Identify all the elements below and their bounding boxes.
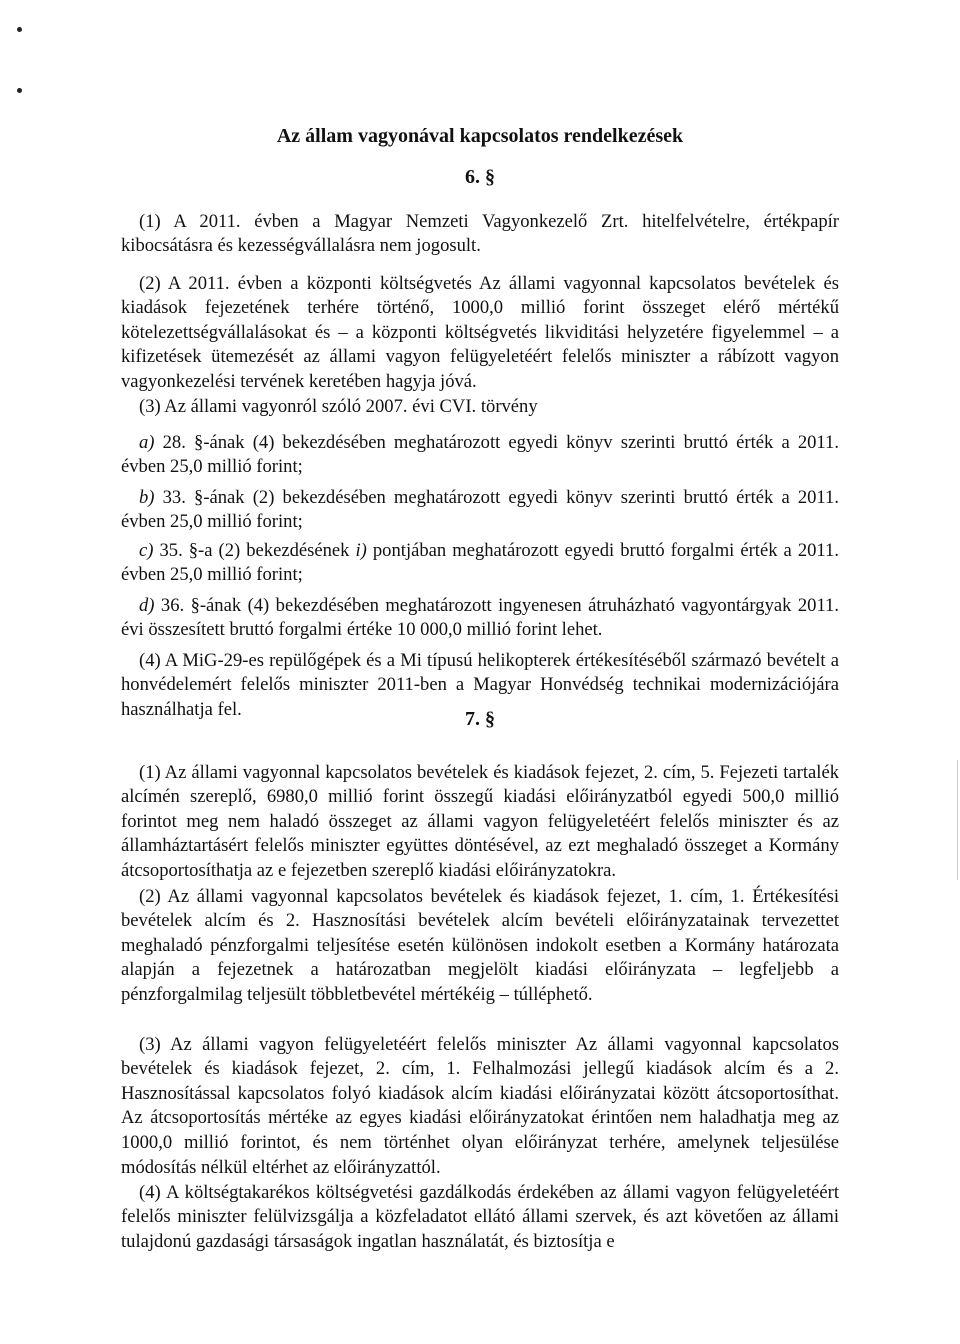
- section-7-paragraph-1: (1) Az állami vagyonnal kapcsolatos bevételek és kiadások fejezet, 2. cím, 5. Fejezeti tartalék alcímén szereplő, 6980,0 millió forint összegű kiadási előirányzatból egyedi 500,0 millió forintot meg nem haladó összeget az állami vagyon felügyeletéért felelős miniszter és az államháztartásért felelős miniszter együttes döntésével, az ezt meghaladó összeget a Kormány átcsoportosíthatja az e fejezetben szereplő kiadási előirányzatokra.: [121, 761, 839, 881]
- section-6-paragraph-2: (2) A 2011. évben a központi költségvetés Az állami vagyonnal kapcsolatos bevételek és kiadások fejezetének terhére történő, 1000,0 millió forint összeget elérő mértékű kötelezettségvállalásokat és – a központi költségvetés likviditási helyzetére figyelemmel – a kifizetések ütemezését az állami vagyon felügyeletéért felelős miniszter a rábízott vagyon vagyonkezelési tervének keretében hagyja jóvá.: [121, 272, 839, 392]
- section-7-paragraph-3: (3) Az állami vagyon felügyeletéért felelős miniszter Az állami vagyonnal kapcsolatos bevételek és kiadások fejezet, 2. cím, 1. Felhalmozási jellegű kiadások alcím és a 2. Hasznosítással kapcsolatos folyó kiadások alcím kiadási előirányzatai között átcsoportosíthat. Az átcsoportosítás mértéke az egyes kiadási előirányzatokat érintően nem haladhatja meg az 1000,0 millió forintot, és nem történhet olyan előirányzat terhére, amelynek teljesülése módosítás nélkül eltérhet az előirányzattól.: [121, 1033, 839, 1178]
- item-marker: a): [139, 431, 155, 453]
- item-text: 35. §-a (2) bekezdésének: [153, 539, 356, 561]
- section-7-paragraph-4: (4) A költségtakarékos költségvetési gazdálkodás érdekében az állami vagyon felügyeletéért felelős miniszter felülvizsgálja a közfeladatot ellátó állami szervek, és azt követően az állami tulajdonú gazdasági társaságok ingatlan használatát, és biztosítja e: [121, 1181, 839, 1252]
- item-text: 28. §-ának (4) bekezdésében meghatározott egyedi könyv szerinti bruttó érték a 2011. évben 25,0 millió forint;: [121, 431, 839, 478]
- item-marker: d): [139, 594, 155, 616]
- item-marker: b): [139, 486, 155, 508]
- section-7-heading: 7. §: [465, 708, 495, 730]
- scan-dot-mark: [17, 27, 22, 32]
- section-7-paragraph-2: (2) Az állami vagyonnal kapcsolatos bevételek és kiadások fejezet, 1. cím, 1. Értékesítési bevételek alcím és 2. Hasznosítási bevételek alcím bevételi előirányzatainak tervezettet meghaladó pénzforgalmi teljesítése esetén különösen indokolt esetben a Kormány határozata alapján a fejezetnek a határozatban megjelölt kiadási előirányzata – legfeljebb a pénzforgalmilag teljesült többletbevétel mértékéig – túlléphető.: [121, 885, 839, 1005]
- item-marker: c): [139, 539, 154, 561]
- section-6-heading: 6. §: [465, 166, 495, 188]
- section-6-paragraph-4: (4) A MiG-29-es repülőgépek és a Mi típusú helikopterek értékesítéséből származó bevételt a honvédelemért felelős miniszter 2011-ben a Magyar Honvédség technikai modernizációjára használhatja fel.: [121, 649, 839, 720]
- section-6-item-c: [121, 539, 839, 588]
- section-6-paragraph-3: (3) Az állami vagyonról szóló 2007. évi CVI. törvény: [139, 395, 538, 417]
- section-6-item-b: [121, 486, 839, 535]
- item-text: 33. §-ának (2) bekezdésében meghatározott egyedi könyv szerinti bruttó érték a 2011. évben 25,0 millió forint;: [121, 486, 839, 533]
- scan-edge-line: [957, 760, 958, 880]
- section-6-item-d: [121, 594, 839, 643]
- point-marker: i): [355, 539, 367, 561]
- section-6-paragraph-1: (1) A 2011. évben a Magyar Nemzeti Vagyonkezelő Zrt. hitelfelvételre, értékpapír kibocsátásra és kezességvállalásra nem jogosult.: [121, 210, 839, 257]
- item-text: 36. §-ának (4) bekezdésében meghatározott ingyenesen átruházható vagyontárgyak 2011. évi összesített bruttó forgalmi értéke 10 000,0 millió forint lehet.: [121, 594, 839, 641]
- document-title: Az állam vagyonával kapcsolatos rendelkezések: [276, 125, 684, 147]
- scan-dot-mark: [17, 88, 22, 93]
- item-text: pontjában meghatározott egyedi bruttó forgalmi érték a 2011. évben 25,0 millió forint;: [121, 539, 839, 586]
- section-6-item-a: [121, 431, 839, 480]
